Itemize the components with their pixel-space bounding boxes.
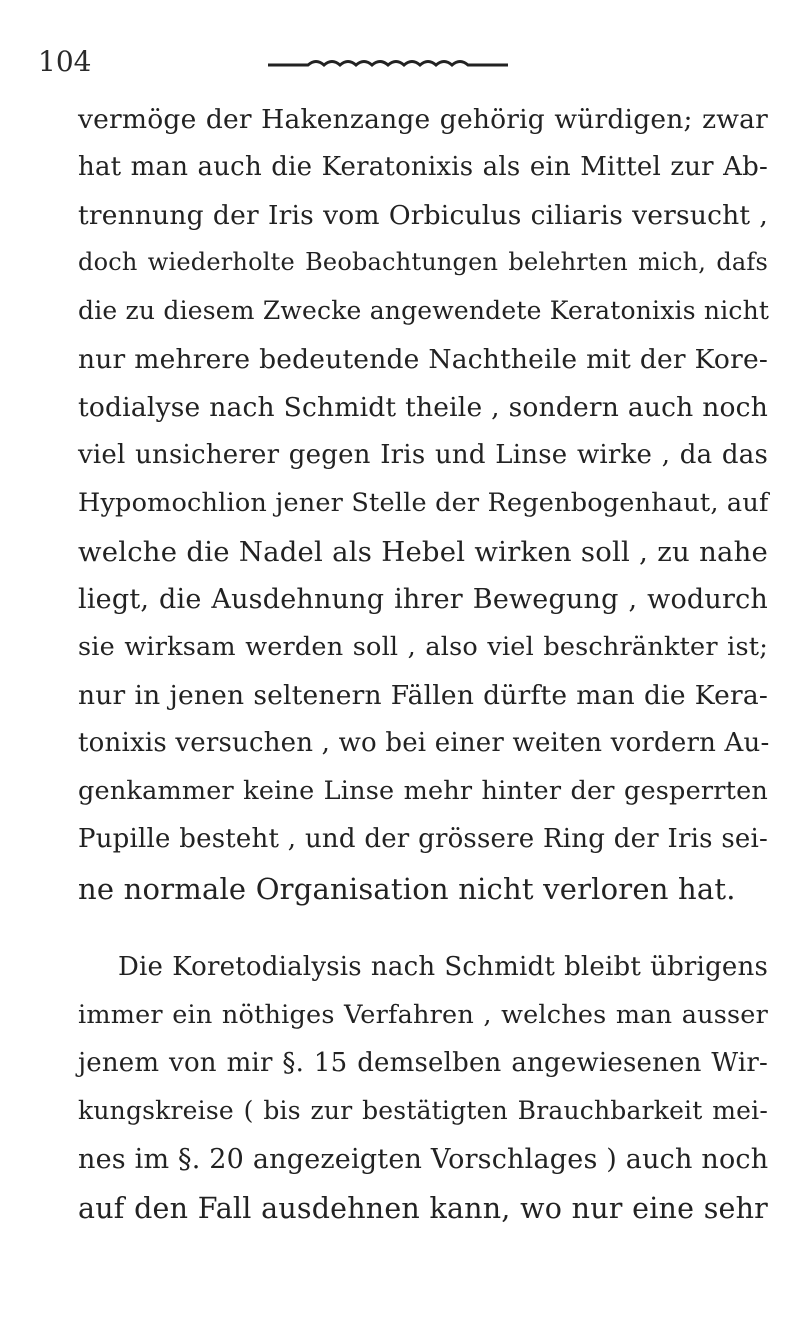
ornamental-rule [268, 56, 508, 70]
text-line: nur mehrere bedeutende Nachtheile mit der Kore- [78, 344, 768, 375]
text-line: todialyse nach Schmidt theile , sondern auch noch [78, 392, 768, 423]
text-line: nes im §. 20 angezeigten Vorschlages ) auch noch [78, 1144, 769, 1175]
text-line: immer ein nöthiges Verfahren , welches man ausser [78, 1000, 768, 1030]
text-line: tonixis versuchen , wo bei einer weiten vordern Au- [78, 728, 770, 758]
text-line: Pupille besteht , und der grössere Ring der Iris sei- [78, 824, 768, 854]
text-line: trennung der Iris vom Orbiculus ciliaris versucht , [78, 200, 768, 231]
text-line: welche die Nadel als Hebel wirken soll , zu nahe [78, 536, 768, 568]
text-line: jenem von mir §. 15 demselben angewiesenen Wir- [78, 1048, 768, 1078]
text-line: die zu diesem Zwecke angewendete Keratonixis nicht [78, 296, 770, 325]
text-line: hat man auch die Keratonixis als ein Mittel zur Ab- [78, 152, 768, 182]
text-line: sie wirksam werden soll , also viel beschränkter ist; [78, 632, 768, 662]
page-header [38, 42, 758, 82]
page-number: 104 [38, 45, 92, 78]
text-line: ne normale Organisation nicht verloren hat. [78, 872, 736, 906]
text-line: nur in jenen seltenern Fällen dürfte man die Kera- [78, 680, 768, 711]
text-line: genkammer keine Linse mehr hinter der gesperrten [78, 776, 768, 806]
text-line: kungskreise ( bis zur bestätigten Brauchbarkeit mei- [78, 1096, 768, 1125]
text-line: Hypomochlion jener Stelle der Regenbogenhaut, auf [78, 488, 769, 518]
text-line: liegt, die Ausdehnung ihrer Bewegung , wodurch [78, 584, 768, 615]
text-line: doch wiederholte Beobachtungen belehrten mich, dafs [78, 248, 768, 276]
text-line: auf den Fall ausdehnen kann, wo nur eine sehr [78, 1192, 768, 1225]
text-line: viel unsicherer gegen Iris und Linse wirke , da das [78, 440, 768, 470]
text-line: vermöge der Hakenzange gehörig würdigen; zwar [78, 104, 768, 135]
text-line: Die Koretodialysis nach Schmidt bleibt übrigens [118, 952, 768, 982]
